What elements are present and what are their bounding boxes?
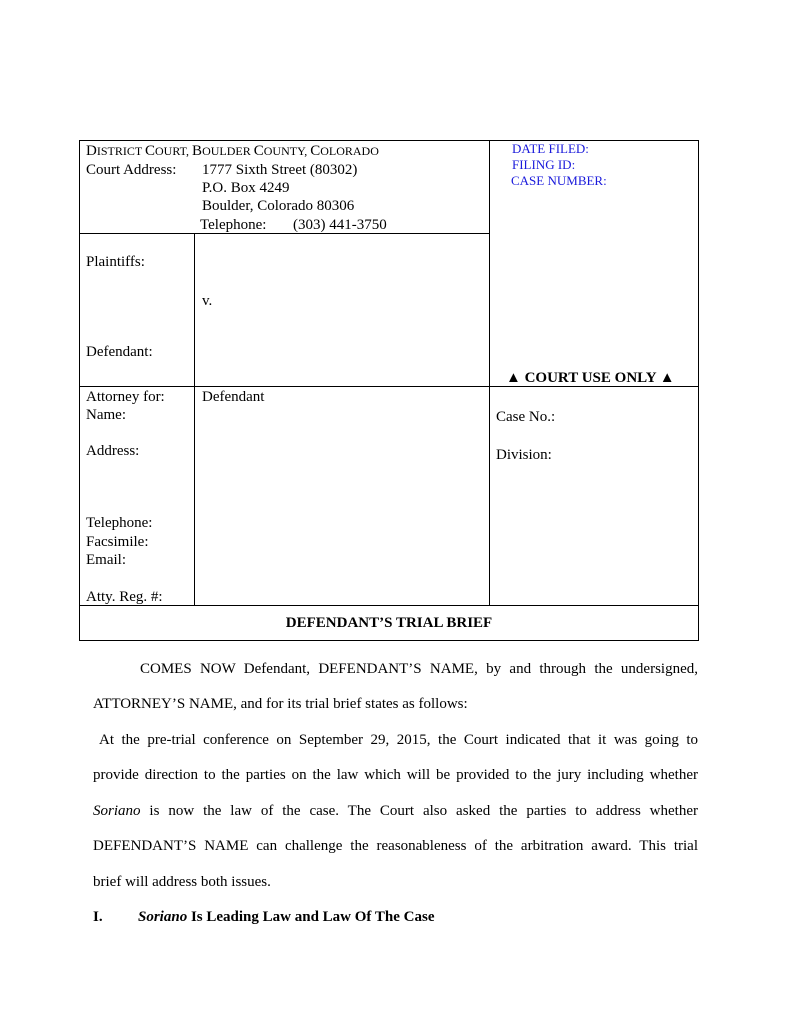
table-center-divider [489, 140, 490, 606]
court-address-line3: Boulder, Colorado 80306 [202, 198, 355, 214]
case-number-field: CASE NUMBER: [511, 173, 607, 188]
table-left-border [79, 140, 80, 641]
court-name: DISTRICT COURT, BOULDER COUNTY, COLORADO [86, 143, 379, 159]
attorney-reg-label: Atty. Reg. #: [86, 589, 163, 605]
table-bottom-border [79, 640, 699, 641]
paragraph-2-line-3-text: is now the law of the case. The Court also asked the parties to address whether [149, 803, 698, 819]
filing-id-field: FILING ID: [512, 157, 576, 172]
section-heading-number: I. [93, 909, 103, 925]
attorney-name-label: Name: [86, 407, 126, 423]
attorney-for-label: Attorney for: [86, 389, 165, 405]
court-telephone-label: Telephone: [200, 217, 267, 233]
paragraph-1-line-2: ATTORNEY’S NAME, and for its trial brief states as follows: [93, 696, 468, 712]
plaintiffs-label: Plaintiffs: [86, 254, 145, 270]
attorney-for-value: Defendant [202, 389, 265, 405]
court-block-bottom-border [79, 233, 490, 234]
paragraph-2-line-1: At the pre-trial conference on September 29, 2015, the Court indicated that it was going to [99, 732, 698, 748]
paragraph-2-line-3 [93, 802, 698, 820]
case-no-label: Case No.: [496, 409, 556, 425]
date-filed-field: DATE FILED: [512, 141, 589, 156]
defendant-label: Defendant: [86, 344, 153, 360]
court-address-line1: 1777 Sixth Street (80302) [202, 162, 358, 178]
section-heading-italic: Soriano [138, 909, 188, 925]
document-title: DEFENDANT’S TRIAL BRIEF [285, 615, 493, 631]
table-right-border [698, 140, 699, 641]
paragraph-2-line-5: brief will address both issues. [93, 874, 271, 890]
court-use-only-label: ▲ COURT USE ONLY ▲ [506, 370, 675, 386]
division-label: Division: [496, 447, 552, 463]
court-address-line2: P.O. Box 4249 [202, 180, 290, 196]
table-left-divider [194, 233, 195, 606]
attorney-block-bottom-border [79, 605, 699, 606]
paragraph-2-line-4: DEFENDANT’S NAME can challenge the reasonableness of the arbitration award. This trial [93, 838, 698, 854]
attorney-email-label: Email: [86, 552, 126, 568]
attorney-address-label: Address: [86, 443, 140, 459]
paragraph-1-line-1: COMES NOW Defendant, DEFENDANT’S NAME, by and through the undersigned, [140, 661, 698, 677]
case-name-italic: Soriano [93, 803, 141, 819]
table-top-border [79, 140, 699, 141]
court-address-label: Court Address: [86, 162, 177, 178]
section-heading [138, 908, 434, 926]
paragraph-2-line-2: provide direction to the parties on the law which will be provided to the jury including whether [93, 767, 698, 783]
section-heading-text: Is Leading Law and Law Of The Case [190, 909, 435, 925]
versus-label: v. [202, 293, 213, 309]
court-telephone-value: (303) 441-3750 [293, 217, 387, 233]
attorney-telephone-label: Telephone: [86, 515, 153, 531]
attorney-facsimile-label: Facsimile: [86, 534, 149, 550]
